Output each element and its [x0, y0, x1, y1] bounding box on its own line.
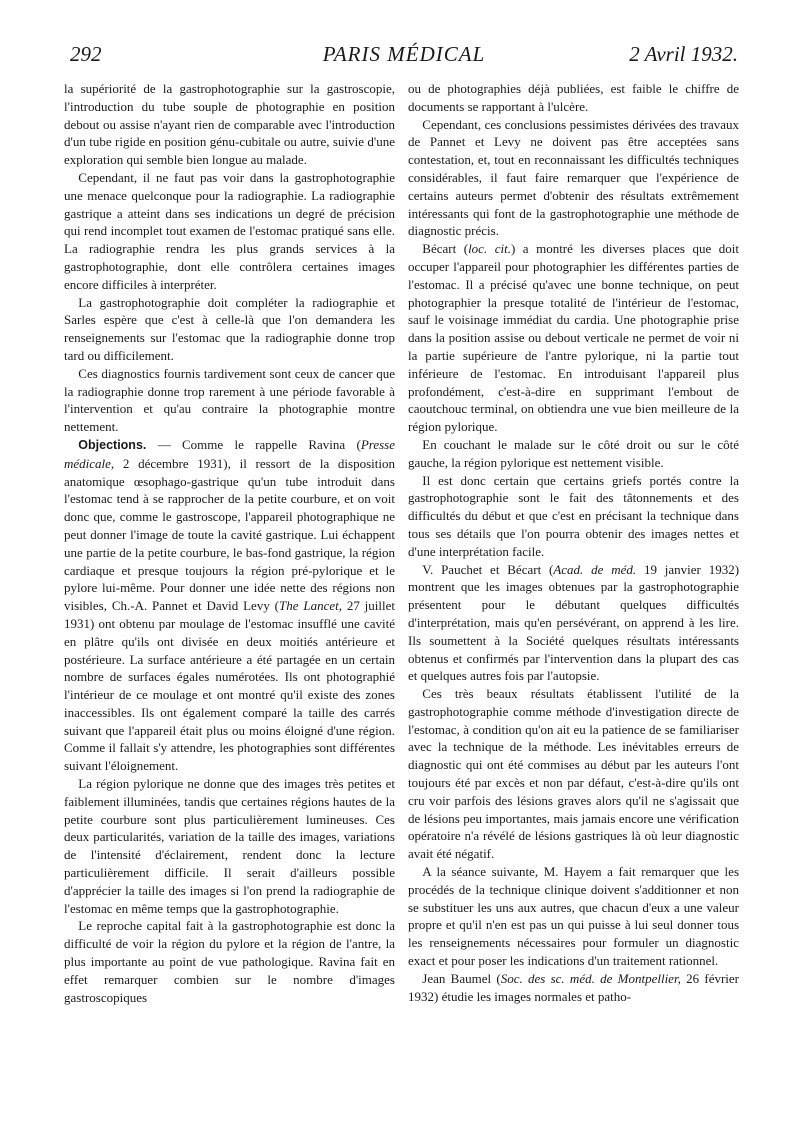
text-run: V. Pauchet et Bécart (: [422, 561, 554, 577]
paragraph: La région pylorique ne donne que des images très petites et faiblement illuminées, tandis que certaines régions hautes de la petite courbure sont plus particulièrement lumineuses. Ces deux particularités, variation de la taille des images, variations de l'intensité d'éclairement, rendent donc la lecture particulièrement difficile. Il serait d'ailleurs possible d'apprécier la taille des images si l'on prend la radiographie de l'estomac en même temps que la gastrophotographie.: [64, 776, 395, 916]
text-run: 2 décembre 1931), il ressort de la disposition anatomique œsophago-gastrique qu'un tube introduit dans l'estomac tend à se rapprocher de la petite courbure, et on voit donc que, comme le gastroscope, l'appareil photographique ne peut donner l'image de toute la cavité gastrique. Lui échappent une partie de la petite courbure, le bas-fond gastrique, la région cardiaque et presque toujours la région pré-pylorique et le pylore lui-même. Pour donner une idée nette des régions non visibles, Ch.-A. Pannet et David Levy (: [64, 455, 395, 614]
page-number: 292: [70, 42, 102, 66]
paragraph: A la séance suivante, M. Hayem a fait remarquer que les procédés de la technique clinique doivent s'additionner et non se substituer les uns aux autres, que chacun d'eux a une valeur propre et qu'il n'en est pas un qui puisse à lui seul donner tous les renseignements nécessaires pour formuler un diagnostic exact et pour poser les indications d'un traitement rationnel.: [408, 864, 739, 969]
paragraph: Cependant, ces conclusions pessimistes dérivées des travaux de Pannet et Levy ne doivent pas être acceptées sans contestation, et, tout en reconnaissant les difficultés techniques considérables, il faut faire remarquer que l'expérience de certains auteurs permet d'obtenir des résultats extrêmement intéressants qui font de la gastrophotographie une méthode de diagnostic précis.: [408, 116, 739, 239]
citation: Soc. des sc. méd. de Montpellier,: [500, 970, 681, 986]
paragraph: Ces diagnostics fournis tardivement sont ceux de cancer que la radiographie donne trop rarement à une période favorable à l'intervention et qu'au contraire la photographie montre nettement.: [64, 365, 395, 435]
paragraph: [408, 561, 739, 686]
citation: loc. cit.: [468, 241, 511, 257]
text-run: Jean Baumel (: [422, 970, 501, 986]
paragraph: ou de photographies déjà publiées, est faible le chiffre de documents se rapportant à l'ulcère.: [408, 81, 739, 114]
journal-title: PARIS MÉDICAL: [322, 42, 486, 66]
paragraph: la supériorité de la gastrophotographie sur la gastroscopie, l'introduction du tube souple de photographie en position debout ou assise n'ayant rien de comparable avec l'introduction d'un tube rigide en position génu-cubitale ou autre, suivie d'une exploration qui semble bien longue au malade.: [64, 81, 395, 168]
left-column: [64, 80, 395, 1006]
paragraph: Ces très beaux résultats établissent l'utilité de la gastrophotographie comme méthode d'investigation directe de l'estomac, à condition qu'on ait eu la patience de se familiariser avec la technique de la méthode. Les inévitables erreurs de diagnostic qui ont été commises au début par les auteurs l'ont toujours été par excès et non par défaut, c'est-à-dire qu'ils ont cru voir parfois des lésions graves alors qu'il ne s'agissait que de lésions peu importantes, mais jamais encore une vérification opératoire n'a révélé de lésions gastriques là où leur diagnostic avait été négatif.: [408, 686, 739, 862]
citation: Acad. de méd.: [553, 561, 637, 577]
paragraph: Cependant, il ne faut pas voir dans la gastrophotographie une menace quelconque pour la radiographie. La radiographie gastrique a atteint dans ses indications un degré de précision qui rend incomplet tout examen de l'estomac pratiqué sans elle. La radiographie rendra les plus grands services à la gastrophotographie, dont elle contrôlera certaines images encore difficiles à interpréter.: [64, 169, 395, 292]
issue-date: 2 Avril 1932.: [629, 42, 738, 66]
text-run: Bécart (: [422, 241, 469, 257]
text-run: ) a montré les diverses places que doit occuper l'appareil pour photographier les différentes parties de l'estomac. Il a précisé qu'avec une bonne technique, on peut photographier la presque totalité de l'intérieur de l'estomac, sauf le voisinage immédiat du cardia. Une photographie prise dans la position assise ou debout verticale ne permet de voir ni la partie supérieure de l'antre pylorique, ni la partie tout inférieure de l'estomac. En introduisant l'appareil plus profondément, c'est-à-dire en supprimant l'embout de caoutchouc terminal, on obtiendra une vue bien meilleure de la région pylorique.: [408, 241, 739, 435]
paragraph: Le reproche capital fait à la gastrophotographie est donc la difficulté de voir la région du pylore et la région de l'antre, la plus importante au point de vue pathologique. Ravina fait en effet remarquer combien sur le nombre d'images gastroscopiques: [64, 918, 395, 1005]
text-run: 27 juillet 1931) ont obtenu par moulage de l'estomac insufflé une cavité en plâtre qu'ils ont divisée en deux moitiés antérieure et postérieure. La surface antérieure a été partagée en un certain nombre de surfaces égales numérotées. Ils ont photographié l'intérieur de ce moulage et ont montré qu'il existe des zones inaccessibles. Ils ont également comparé la taille des carrés suivant que l'appareil était plus ou moins éloigné d'une région. Comme il fallait s'y attendre, les photographies sont différentes suivant l'éloignement.: [64, 598, 395, 774]
right-column: [408, 80, 739, 1005]
paragraph: Il est donc certain que certains griefs portés contre la gastrophotographie sont le fait des tâtonnements et des difficultés du début et que c'est en précisant la technique dans tous ses détails que l'on pourra obtenir des images nettes et d'une interprétation facile.: [408, 472, 739, 559]
text-run: 19 janvier 1932) montrent que les images obtenues par la gastrophotographie présentent pour le débutant quelques difficultés d'interprétation, mais qu'en persévérant, on apprend à les lire. Ils soumettent à la Société quelques résultats intéressants obtenus et confirmés par l'intervention dans la plupart des cas et quelques autres fois par l'autopsie.: [408, 561, 740, 684]
paragraph: En couchant le malade sur le côté droit ou sur le côté gauche, la région pylorique est nettement visible.: [408, 436, 739, 470]
running-header: [70, 42, 738, 72]
citation: Presse médicale,: [64, 436, 395, 471]
citation: The Lancet,: [279, 598, 342, 614]
paragraph: [408, 240, 739, 436]
text-run: 26 février 1932) étudie les images normales et patho-: [408, 970, 739, 1004]
text-run: — Comme le rappelle Ravina (: [146, 436, 361, 452]
section-lead: Objections.: [78, 437, 147, 452]
paragraph-objections: [64, 436, 395, 775]
paragraph: [408, 970, 739, 1006]
paragraph: La gastrophotographie doit compléter la radiographie et Sarles espère que c'est à celle-là que l'on demandera les renseignements sur l'estomac que la radiographie donne trop tard ou difficilement.: [64, 294, 395, 363]
